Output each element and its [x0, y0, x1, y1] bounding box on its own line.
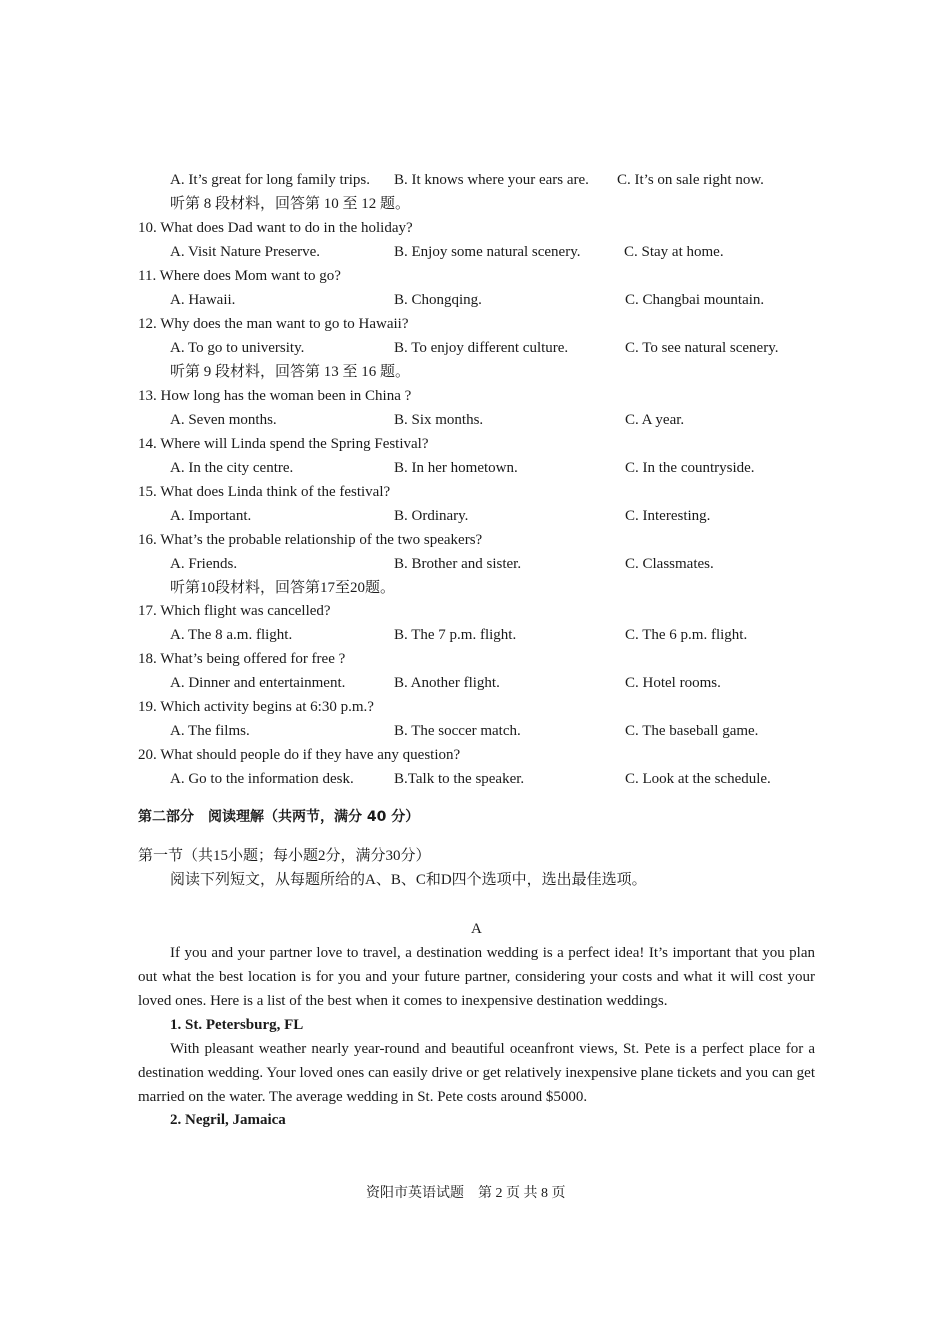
question-text: 11. Where does Mom want to go?	[138, 268, 341, 284]
option-b: B. It knows where your ears are.	[394, 172, 589, 188]
option-b: B. Six months.	[394, 412, 484, 428]
option-b: B. Brother and sister.	[394, 556, 522, 572]
section-title: 第一节（共15小题；每小题2分，满分30分）	[138, 848, 431, 864]
option-b: B. Another flight.	[394, 675, 500, 691]
passage-intro: If you and your partner love to travel, a destination wedding is a perfect idea! It’s important that you plan out what the best location is for you and your future partner, considering your costs and what it will cost your loved ones. Here is a list of the best when it comes to inexpensive destination weddings.	[138, 945, 815, 1009]
material-instruction: 听第 8 段材料，回答第 10 至 12 题。	[170, 196, 411, 212]
option-b: B. To enjoy different culture.	[394, 340, 569, 356]
question-text: 13. How long has the woman been in China ?	[138, 388, 412, 404]
option-c: C. The 6 p.m. flight.	[625, 627, 748, 643]
reading-directions: 阅读下列短文，从每题所给的A、B、C和D四个选项中，选出最佳选项。	[170, 872, 647, 888]
list-item-title: 1. St. Petersburg, FL	[170, 1017, 304, 1033]
question-text: 10. What does Dad want to do in the holiday?	[138, 220, 413, 236]
option-a: A. It’s great for long family trips.	[170, 172, 370, 188]
question-text: 19. Which activity begins at 6:30 p.m.?	[138, 699, 374, 715]
option-a: A. Visit Nature Preserve.	[170, 244, 321, 260]
question-text: 17. Which flight was cancelled?	[138, 603, 331, 619]
passage-letter: A	[471, 921, 482, 937]
option-b: B.Talk to the speaker.	[394, 771, 525, 787]
option-a: A. The films.	[170, 723, 250, 739]
option-a: A. To go to university.	[170, 340, 305, 356]
option-a: A. Seven months.	[170, 412, 277, 428]
option-b: B. Chongqing.	[394, 292, 482, 308]
option-c: C. Changbai mountain.	[625, 292, 765, 308]
part-title: 第二部分 阅读理解（共两节，满分 40 分）	[138, 809, 420, 825]
option-b: B. The soccer match.	[394, 723, 521, 739]
question-text: 18. What’s being offered for free ?	[138, 651, 346, 667]
question-text: 16. What’s the probable relationship of the two speakers?	[138, 532, 483, 548]
page-footer: 资阳市英语试题 第 2 页 共 8 页	[366, 1186, 566, 1201]
question-text: 14. Where will Linda spend the Spring Festival?	[138, 436, 429, 452]
option-c: C. Interesting.	[625, 508, 711, 524]
question-text: 12. Why does the man want to go to Hawaii?	[138, 316, 409, 332]
material-instruction: 听第 9 段材料，回答第 13 至 16 题。	[170, 364, 411, 380]
question-text: 20. What should people do if they have any question?	[138, 747, 461, 763]
option-a: A. The 8 a.m. flight.	[170, 627, 293, 643]
option-a: A. Dinner and entertainment.	[170, 675, 346, 691]
list-item-text: With pleasant weather nearly year-round and beautiful oceanfront views, St. Pete is a perfect place for a destination wedding. Your loved ones can easily drive or get relatively inexpensive plane tickets and you can get married on the water. The average wedding in St. Pete costs around $5000.	[138, 1041, 815, 1105]
option-c: C. Look at the schedule.	[625, 771, 771, 787]
option-c: C. Classmates.	[625, 556, 714, 572]
option-a: A. Go to the information desk.	[170, 771, 354, 787]
option-c: C. A year.	[625, 412, 685, 428]
option-c: C. To see natural scenery.	[625, 340, 779, 356]
list-item-title: 2. Negril, Jamaica	[170, 1112, 286, 1128]
option-a: A. Hawaii.	[170, 292, 236, 308]
option-b: B. Ordinary.	[394, 508, 469, 524]
option-c: C. Hotel rooms.	[625, 675, 721, 691]
option-c: C. The baseball game.	[625, 723, 759, 739]
option-c: C. It’s on sale right now.	[617, 172, 764, 188]
material-instruction: 听第10段材料，回答第17至20题。	[170, 580, 396, 596]
question-text: 15. What does Linda think of the festival?	[138, 484, 391, 500]
option-a: A. In the city centre.	[170, 460, 294, 476]
option-b: B. Enjoy some natural scenery.	[394, 244, 581, 260]
option-a: A. Friends.	[170, 556, 238, 572]
option-c: C. Stay at home.	[624, 244, 724, 260]
option-a: A. Important.	[170, 508, 252, 524]
option-b: B. The 7 p.m. flight.	[394, 627, 517, 643]
option-b: B. In her hometown.	[394, 460, 518, 476]
option-c: C. In the countryside.	[625, 460, 755, 476]
